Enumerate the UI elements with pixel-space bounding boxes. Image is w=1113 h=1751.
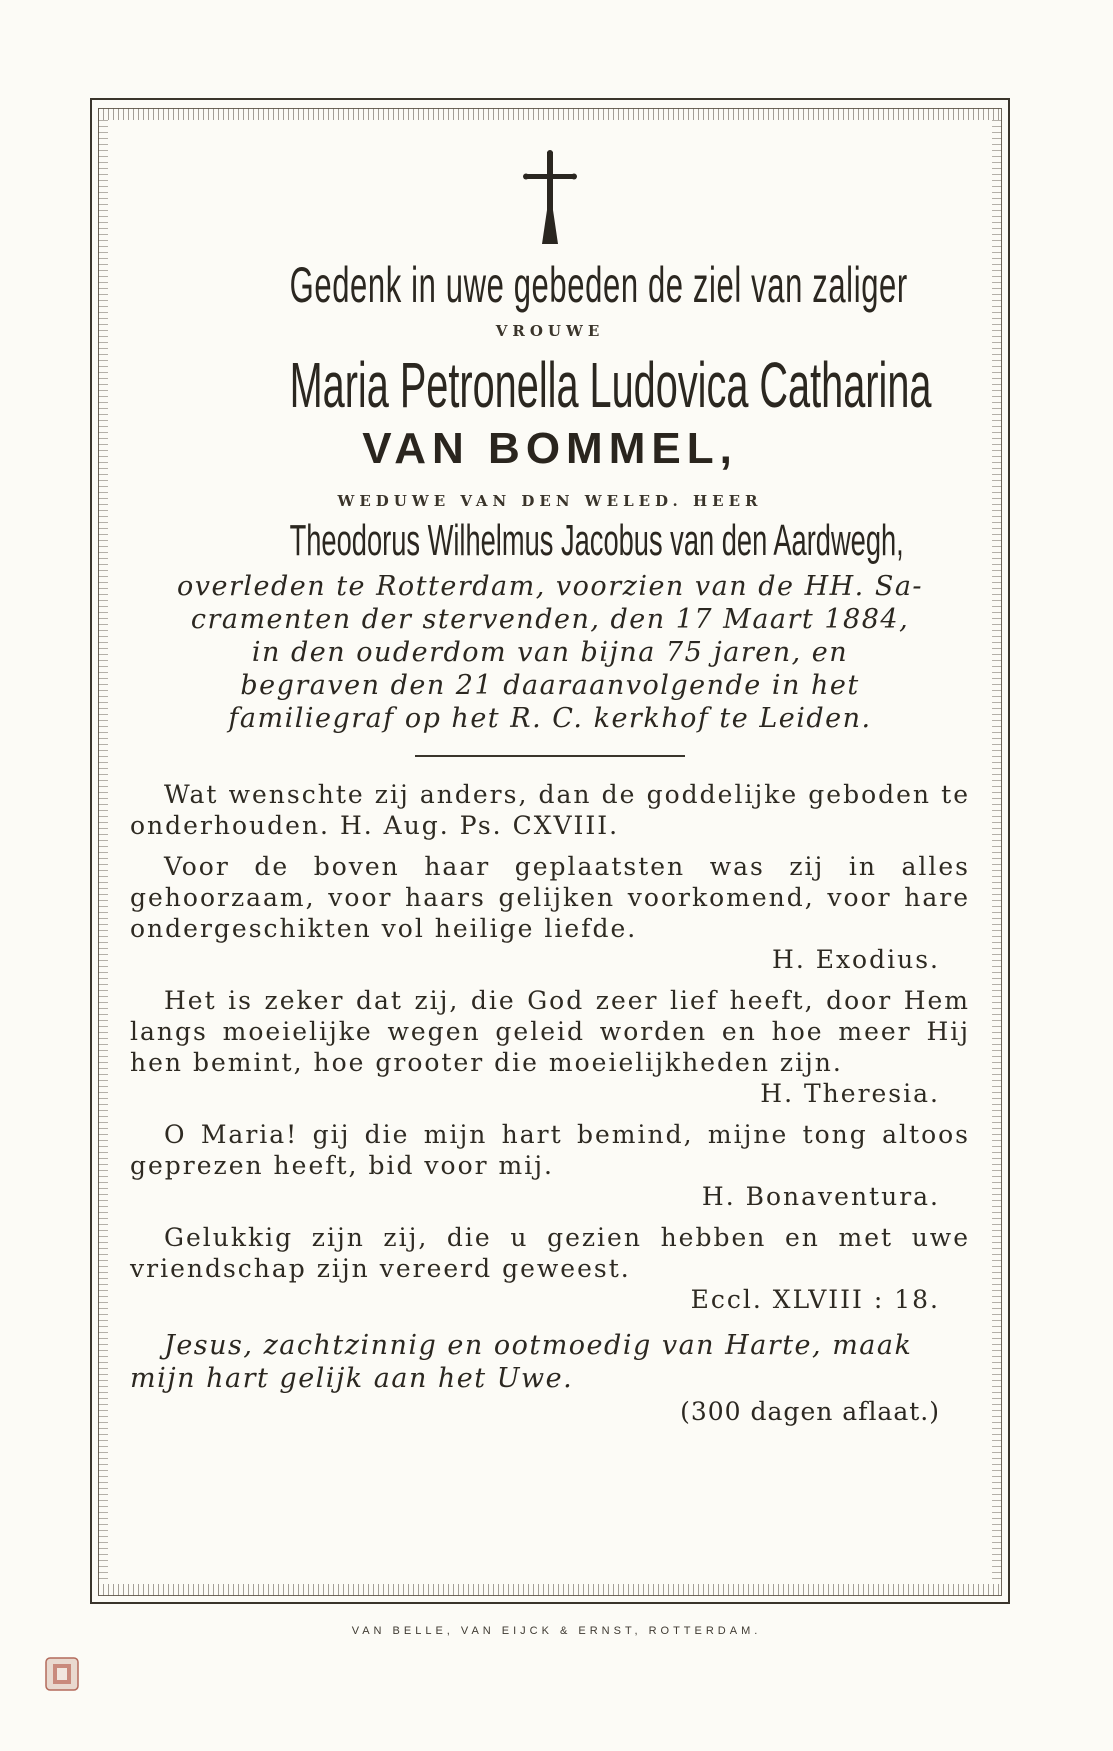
quote-text: Gelukkig zijn zij, die u gezien hebben en met uwe vriendschap zijn vereerd geweest. bbox=[130, 1223, 970, 1283]
quotes-section bbox=[130, 779, 970, 1428]
printer-imprint: VAN BELLE, VAN EIJCK & ERNST, ROTTERDAM. bbox=[351, 1625, 762, 1637]
quote-text: Wat wenschte zij anders, dan de goddelijke geboden te onderhouden. H. Aug. Ps. CXVIII. bbox=[130, 780, 970, 840]
divider bbox=[415, 755, 685, 757]
top-ornamental-rule bbox=[98, 108, 1002, 120]
quote bbox=[130, 1119, 970, 1212]
widow-line: WEDUWE VAN DEN WELED. HEER bbox=[337, 492, 763, 510]
left-ornamental-rule bbox=[98, 120, 108, 1584]
bottom-ornamental-rule bbox=[98, 1584, 1002, 1596]
quote bbox=[130, 851, 970, 975]
quote bbox=[130, 779, 970, 841]
prayer-text: Jesus, zachtzinnig en ootmoedig van Harte, maak mijn hart gelijk aan het Uwe. bbox=[130, 1330, 913, 1394]
death-notice-line: cramenten der stervenden, den 17 Maart 1884, bbox=[190, 604, 910, 635]
quote-source: H. Bonaventura. bbox=[701, 1182, 940, 1211]
death-notice bbox=[130, 570, 970, 735]
quote bbox=[130, 985, 970, 1109]
quote-text: O Maria! gij die mijn hart bemind, mijne tong altoos geprezen heeft, bid voor mij. bbox=[130, 1120, 970, 1180]
death-notice-line: overleden te Rotterdam, voorzien van de HH. Sa- bbox=[176, 571, 924, 602]
latin-cross-icon bbox=[520, 150, 580, 250]
quote-text: Voor de boven haar geplaatsten was zij in alles gehoorzaam, voor haars gelijken voorkomend, voor hare ondergeschikten vol heilige liefde. bbox=[130, 852, 970, 943]
right-ornamental-rule bbox=[992, 120, 1002, 1584]
quote-source: H. Exodius. bbox=[772, 945, 940, 974]
opening-line: Gedenk in uwe gebeden de ziel van zaliger bbox=[289, 257, 908, 313]
quote-text: Het is zeker dat zij, die God zeer lief heeft, door Hem langs moeielijke wegen geleid worden en hoe meer Hij hen bemint, hoe grooter die moeielijkheden zijn. bbox=[130, 986, 970, 1077]
quote-source: H. Theresia. bbox=[760, 1079, 940, 1108]
closing-prayer bbox=[130, 1329, 970, 1428]
husband-name: Theodorus Wilhelmus Jacobus van den Aardwegh, bbox=[289, 516, 904, 565]
stamp-seal-icon bbox=[44, 1656, 80, 1692]
title-word: VROUWE bbox=[495, 322, 605, 340]
deceased-given-names: Maria Petronella Ludovica Catharina bbox=[289, 349, 932, 421]
death-notice-line: familiegraf op het R. C. kerkhof te Leiden. bbox=[228, 703, 872, 734]
death-notice-line: in den ouderdom van bijna 75 jaren, en bbox=[251, 637, 849, 668]
deceased-surname: VAN BOMMEL, bbox=[362, 424, 738, 473]
card-content bbox=[130, 150, 970, 1428]
quote-source: Eccl. XLVIII : 18. bbox=[690, 1285, 940, 1314]
quote bbox=[130, 1222, 970, 1315]
indulgence-note: (300 dagen aflaat.) bbox=[680, 1397, 940, 1426]
death-notice-line: begraven den 21 daaraanvolgende in het bbox=[240, 670, 860, 701]
